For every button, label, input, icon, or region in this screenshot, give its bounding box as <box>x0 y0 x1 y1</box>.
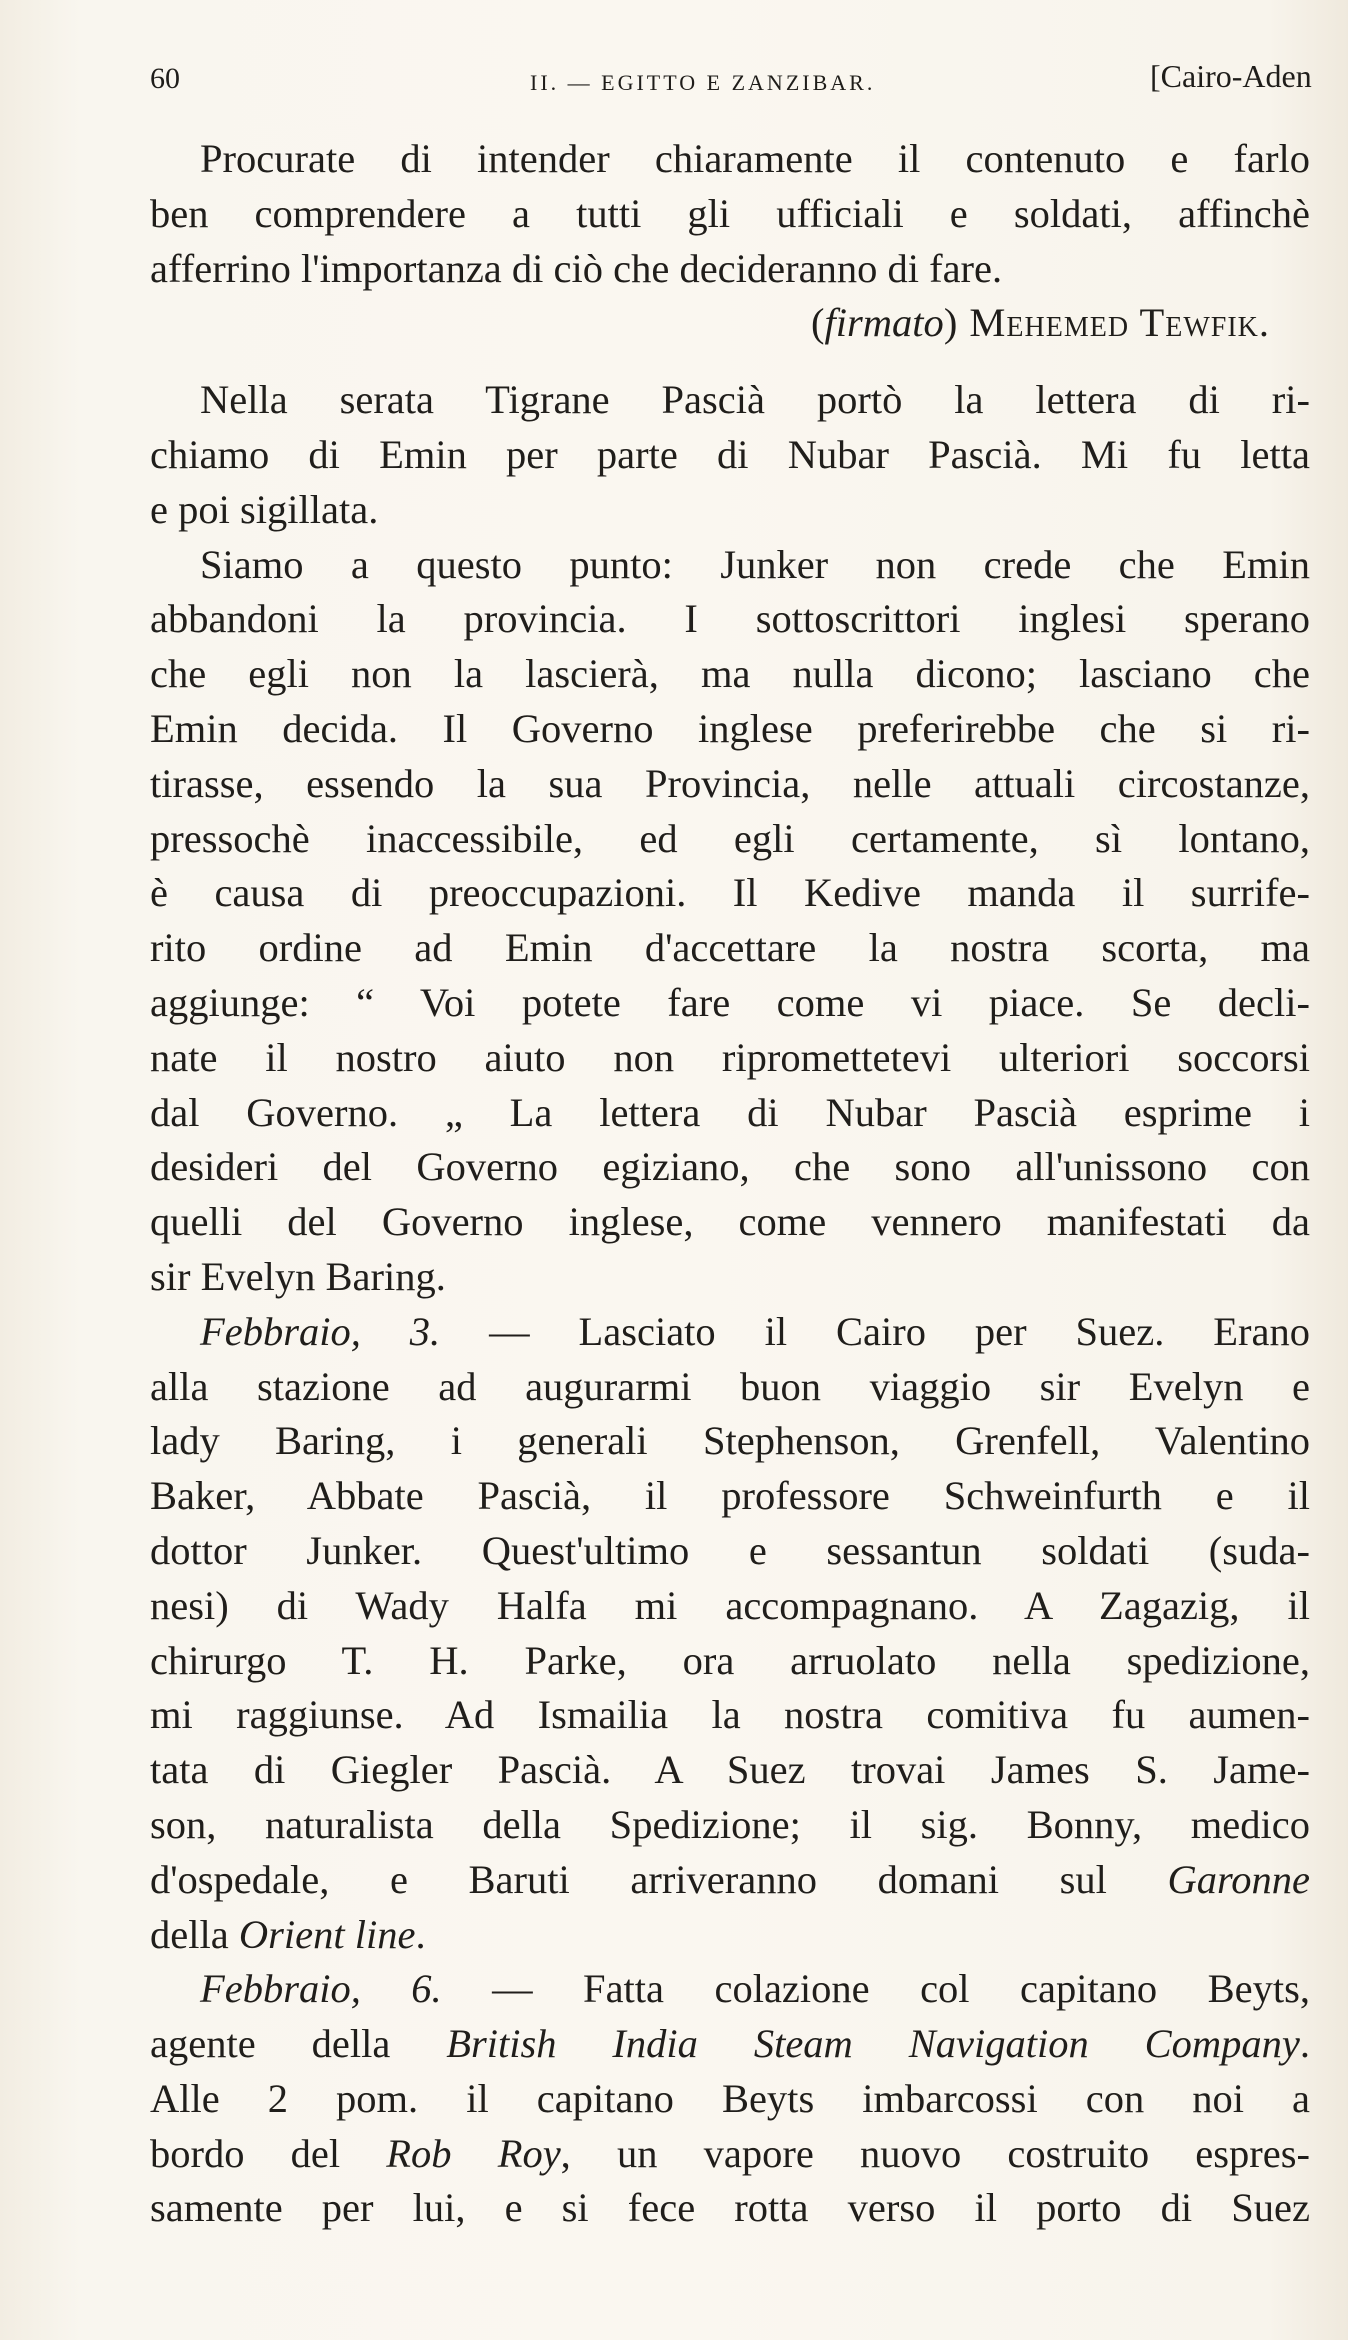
text-line: aggiunge: “ Voi potete fare come vi piace. Se decli- <box>150 979 1310 1025</box>
text-line: tata di Giegler Pascià. A Suez trovai James S. Jame- <box>150 1747 1310 1793</box>
page-header <box>0 58 1348 108</box>
body-text <box>150 132 1310 2236</box>
text-line: Nella serata Tigrane Pascià portò la lettera di ri- <box>200 377 1310 423</box>
text-line: chiamo di Emin per parte di Nubar Pascià. Mi fu letta <box>150 431 1310 477</box>
text-line: samente per lui, e si fece rotta verso il porto di Suez <box>150 2185 1310 2231</box>
text-line: rito ordine ad Emin d'accettare la nostra scorta, ma <box>150 925 1310 971</box>
text-line: che egli non la lascierà, ma nulla dicono; lasciano che <box>150 651 1310 697</box>
date-heading: Febbraio, 6. <box>200 1966 442 2012</box>
text-line: dal Governo. „ La lettera di Nubar Pascià esprime i <box>150 1089 1310 1135</box>
text-line: Baker, Abbate Pascià, il professore Schweinfurth e il <box>150 1473 1310 1519</box>
text-line: Febbraio, 3. — Lasciato il Cairo per Suez. Erano <box>200 1308 1310 1354</box>
text-line: Febbraio, 6. — Fatta colazione col capitano Beyts, <box>200 1966 1310 2012</box>
page-number: 60 <box>150 62 180 95</box>
text-line: e poi sigillata. <box>150 486 379 532</box>
text-line: della Orient line. <box>150 1911 426 1957</box>
text-line: bordo del Rob Roy, un vapore nuovo costruito espres- <box>150 2130 1310 2176</box>
text-line: afferrino l'importanza di ciò che decideranno di fare. <box>150 245 1003 291</box>
text-line: dottor Junker. Quest'ultimo e sessantun soldati (suda- <box>150 1527 1310 1573</box>
section-reference: [Cairo-Aden <box>1150 58 1312 94</box>
text-line: agente della British India Steam Navigation Company. <box>150 2021 1311 2067</box>
paragraph-gap <box>150 351 1310 373</box>
text-line: chirurgo T. H. Parke, ora arruolato nella spedizione, <box>150 1637 1310 1683</box>
text-line: Procurate di intender chiaramente il contenuto e farlo <box>200 136 1310 181</box>
text-line: quelli del Governo inglese, come vennero manifestati da <box>150 1199 1310 1245</box>
running-title: II. — EGITTO E ZANZIBAR. <box>530 70 876 95</box>
text-line: nate il nostro aiuto non ripromettetevi ulteriori soccorsi <box>150 1034 1310 1080</box>
text-line: ben comprendere a tutti gli ufficiali e soldati, affinchè <box>150 190 1310 236</box>
text-line: desideri del Governo egiziano, che sono all'unissono con <box>150 1144 1310 1190</box>
text-line: abbandoni la provincia. I sottoscrittori inglesi sperano <box>150 596 1310 642</box>
signature-line: (firmato) Mehemed Tewfik. <box>811 300 1270 346</box>
text-line: alla stazione ad augurarmi buon viaggio sir Evelyn e <box>150 1363 1310 1409</box>
text-line: Emin decida. Il Governo inglese preferirebbe che si ri- <box>150 705 1310 751</box>
text-line: pressochè inaccessibile, ed egli certamente, sì lontano, <box>150 815 1310 861</box>
text-line: lady Baring, i generali Stephenson, Grenfell, Valentino <box>150 1418 1310 1464</box>
text-line: sir Evelyn Baring. <box>150 1253 446 1299</box>
text-line: d'ospedale, e Baruti arriveranno domani sul Garonne <box>150 1856 1310 1902</box>
text-line: tirasse, essendo la sua Provincia, nelle attuali circostanze, <box>150 760 1310 806</box>
text-line: nesi) di Wady Halfa mi accompagnano. A Zagazig, il <box>150 1582 1310 1628</box>
text-line: è causa di preoccupazioni. Il Kedive manda il surrife- <box>150 870 1310 916</box>
date-heading: Febbraio, 3. <box>200 1308 441 1354</box>
text-line: mi raggiunse. Ad Ismailia la nostra comitiva fu aumen- <box>150 1692 1310 1738</box>
text-line: Alle 2 pom. il capitano Beyts imbarcossi con noi a <box>150 2075 1310 2121</box>
text-line: son, naturalista della Spedizione; il sig. Bonny, medico <box>150 1801 1310 1847</box>
text-line: Siamo a questo punto: Junker non crede che Emin <box>200 541 1310 587</box>
